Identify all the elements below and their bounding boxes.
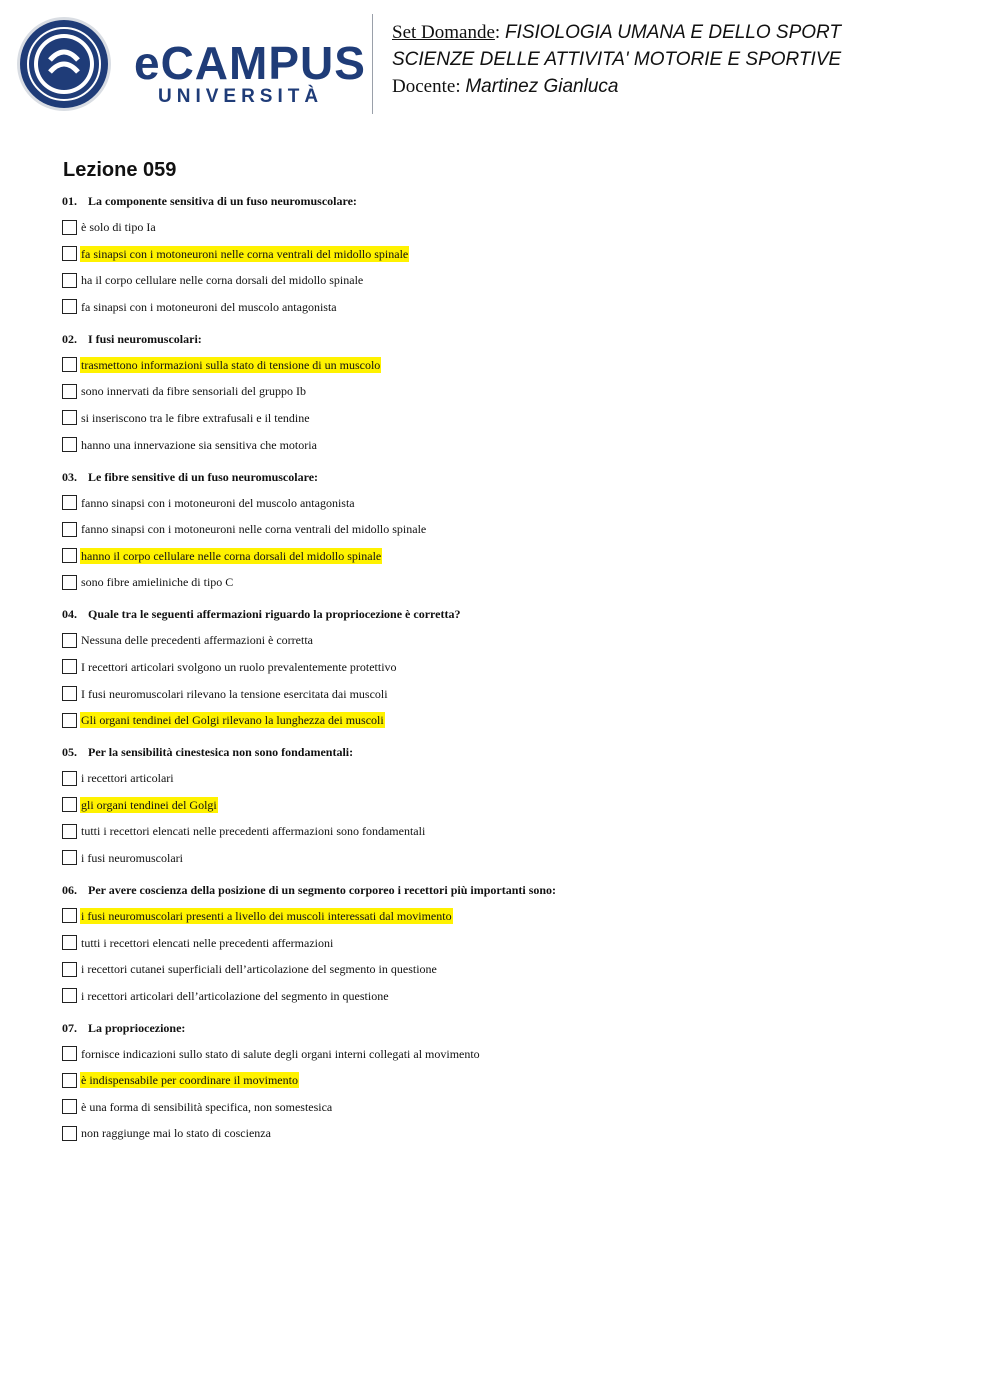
answer-option[interactable] (62, 906, 962, 926)
question-text: I fusi neuromuscolari: (88, 331, 202, 346)
answer-option[interactable] (62, 630, 962, 650)
answer-text: hanno una innervazione sia sensitiva che motoria (81, 437, 317, 452)
answer-checkbox[interactable] (62, 824, 77, 839)
answer-checkbox[interactable] (62, 357, 77, 372)
answer-option[interactable] (62, 657, 962, 677)
answer-option[interactable] (62, 493, 962, 513)
set-label: Set Domande (392, 22, 495, 43)
answer-text: I recettori articolari svolgono un ruolo prevalentemente protettivo (81, 659, 397, 674)
answer-option[interactable] (62, 1097, 962, 1117)
question-block (62, 882, 962, 1006)
answer-text: fanno sinapsi con i motoneuroni nelle corna ventrali del midollo spinale (81, 522, 427, 537)
answer-text: I fusi neuromuscolari rilevano la tensione esercitata dai muscoli (81, 686, 388, 701)
answer-text: sono innervati da fibre sensoriali del gruppo Ib (81, 384, 306, 399)
answer-checkbox[interactable] (62, 220, 77, 235)
logo-subtext: UNIVERSITÀ (158, 86, 324, 107)
answer-checkbox[interactable] (62, 246, 77, 261)
answer-checkbox[interactable] (62, 659, 77, 674)
answer-checkbox[interactable] (62, 1073, 77, 1088)
answer-text: tutti i recettori elencati nelle precedenti affermazioni (81, 935, 334, 950)
question-block (62, 331, 962, 455)
answer-option[interactable] (62, 933, 962, 953)
answer-text-highlighted: Gli organi tendinei del Golgi rilevano la lunghezza dei muscoli (81, 713, 384, 728)
answer-checkbox[interactable] (62, 935, 77, 950)
question-block (62, 606, 962, 730)
answer-checkbox[interactable] (62, 1099, 77, 1114)
question-number: 01. (62, 194, 77, 208)
answer-option[interactable] (62, 435, 962, 455)
answer-text: Nessuna delle precedenti affermazioni è corretta (81, 633, 313, 648)
question-number: 05. (62, 745, 77, 760)
answer-text: tutti i recettori elencati nelle precedenti affermazioni sono fondamentali (81, 824, 426, 839)
answer-option[interactable] (62, 821, 962, 841)
answer-checkbox[interactable] (62, 299, 77, 314)
question-block (62, 1020, 962, 1144)
answer-option[interactable] (62, 381, 962, 401)
set-line: Set Domande: FISIOLOGIA UMANA E DELLO SPORT (392, 22, 842, 43)
question-title (62, 744, 962, 760)
answer-option[interactable] (62, 768, 962, 788)
answer-checkbox[interactable] (62, 962, 77, 977)
answer-checkbox[interactable] (62, 1126, 77, 1141)
answer-option[interactable] (62, 217, 962, 237)
answer-checkbox[interactable] (62, 908, 77, 923)
answer-option[interactable] (62, 684, 962, 704)
question-title (62, 331, 962, 347)
answer-option[interactable] (62, 519, 962, 539)
answer-option[interactable] (62, 710, 962, 730)
answer-text: ha il corpo cellulare nelle corna dorsali del midollo spinale (81, 273, 364, 288)
answer-checkbox[interactable] (62, 273, 77, 288)
question-block (62, 469, 962, 593)
teacher-label: Docente (392, 76, 456, 97)
program-name: SCIENZE DELLE ATTIVITA' MOTORIE E SPORTIVE (392, 49, 842, 70)
question-text: Le fibre sensitive di un fuso neuromuscolare: (88, 469, 319, 484)
answer-option[interactable] (62, 986, 962, 1006)
question-number: 03. (62, 469, 77, 484)
answer-option[interactable] (62, 1044, 962, 1064)
question-block (62, 193, 962, 317)
answer-text: fornisce indicazioni sullo stato di salute degli organi interni collegati al movimento (81, 1046, 480, 1061)
answer-option[interactable] (62, 1123, 962, 1143)
program-line (392, 48, 841, 72)
answer-text-highlighted: trasmettono informazioni sulla stato di tensione di un muscolo (81, 357, 381, 372)
answer-checkbox[interactable] (62, 686, 77, 701)
question-number: 07. (62, 1020, 77, 1035)
answer-option[interactable] (62, 795, 962, 815)
answer-text-highlighted: hanno il corpo cellulare nelle corna dorsali del midollo spinale (81, 548, 382, 563)
answer-checkbox[interactable] (62, 797, 77, 812)
question-list (62, 193, 962, 1157)
question-block (62, 744, 962, 868)
teacher-name: Martinez Gianluca (465, 76, 619, 97)
header-divider (372, 14, 373, 114)
logo-wordmark: eCAMPUS (134, 37, 366, 89)
answer-option[interactable] (62, 270, 962, 290)
answer-text: è solo di tipo Ia (81, 220, 156, 234)
answer-option[interactable] (62, 1070, 962, 1090)
answer-checkbox[interactable] (62, 988, 77, 1003)
answer-text: i recettori articolari (81, 771, 174, 786)
answer-checkbox[interactable] (62, 633, 77, 648)
answer-checkbox[interactable] (62, 850, 77, 865)
answer-text: fanno sinapsi con i motoneuroni del muscolo antagonista (81, 495, 355, 510)
question-text: Per la sensibilità cinestesica non sono fondamentali: (88, 745, 354, 760)
course-name: FISIOLOGIA UMANA E DELLO SPORT (504, 22, 842, 43)
answer-text: è una forma di sensibilità specifica, non somestesica (81, 1099, 333, 1114)
answer-checkbox[interactable] (62, 437, 77, 452)
answer-option[interactable] (62, 244, 962, 264)
question-text: Per avere coscienza della posizione di un segmento corporeo i recettori più importanti sono: (88, 882, 557, 897)
answer-checkbox[interactable] (62, 522, 77, 537)
answer-text-highlighted: fa sinapsi con i motoneuroni nelle corna ventrali del midollo spinale (81, 246, 409, 261)
lesson-title: Lezione 059 (63, 159, 177, 181)
question-text: La propriocezione: (88, 1020, 186, 1035)
teacher-line: Docente: Martinez Gianluca (392, 76, 619, 97)
answer-text: sono fibre amieliniche di tipo C (81, 575, 234, 590)
answer-text: i fusi neuromuscolari (81, 850, 183, 865)
answer-option[interactable] (62, 848, 962, 868)
answer-option[interactable] (62, 408, 962, 428)
question-title (62, 606, 962, 622)
answer-text: non raggiunge mai lo stato di coscienza (81, 1126, 271, 1141)
answer-text: i recettori articolari dell’articolazione del segmento in questione (81, 988, 389, 1003)
question-title (62, 193, 962, 209)
answer-checkbox[interactable] (62, 495, 77, 510)
answer-text: i recettori cutanei superficiali dell’articolazione del segmento in questione (81, 962, 437, 977)
answer-text-highlighted: gli organi tendinei del Golgi (81, 797, 217, 812)
question-number: 02. (62, 331, 77, 346)
answer-text-highlighted: è indispensabile per coordinare il movimento (81, 1073, 298, 1088)
question-number: 06. (62, 882, 77, 897)
answer-checkbox[interactable] (62, 713, 77, 728)
answer-option[interactable] (62, 546, 962, 566)
question-title (62, 882, 962, 898)
answer-option[interactable] (62, 355, 962, 375)
question-text: La componente sensitiva di un fuso neuromuscolare: (88, 194, 357, 208)
answer-checkbox[interactable] (62, 771, 77, 786)
answer-checkbox[interactable] (62, 410, 77, 425)
answer-checkbox[interactable] (62, 548, 77, 563)
page-header (0, 0, 1000, 130)
university-seal-icon (16, 16, 112, 112)
answer-checkbox[interactable] (62, 1046, 77, 1061)
answer-text-highlighted: i fusi neuromuscolari presenti a livello dei muscoli interessati dal movimento (81, 908, 452, 923)
question-title (62, 1020, 962, 1036)
question-title (62, 469, 962, 485)
answer-checkbox[interactable] (62, 384, 77, 399)
answer-option[interactable] (62, 297, 962, 317)
question-number: 04. (62, 607, 77, 622)
question-text: Quale tra le seguenti affermazioni riguardo la propriocezione è corretta? (88, 607, 461, 622)
answer-option[interactable] (62, 959, 962, 979)
answer-text: fa sinapsi con i motoneuroni del muscolo antagonista (81, 299, 337, 314)
answer-option[interactable] (62, 572, 962, 592)
answer-checkbox[interactable] (62, 575, 77, 590)
answer-text: si inseriscono tra le fibre extrafusali e il tendine (81, 410, 310, 425)
